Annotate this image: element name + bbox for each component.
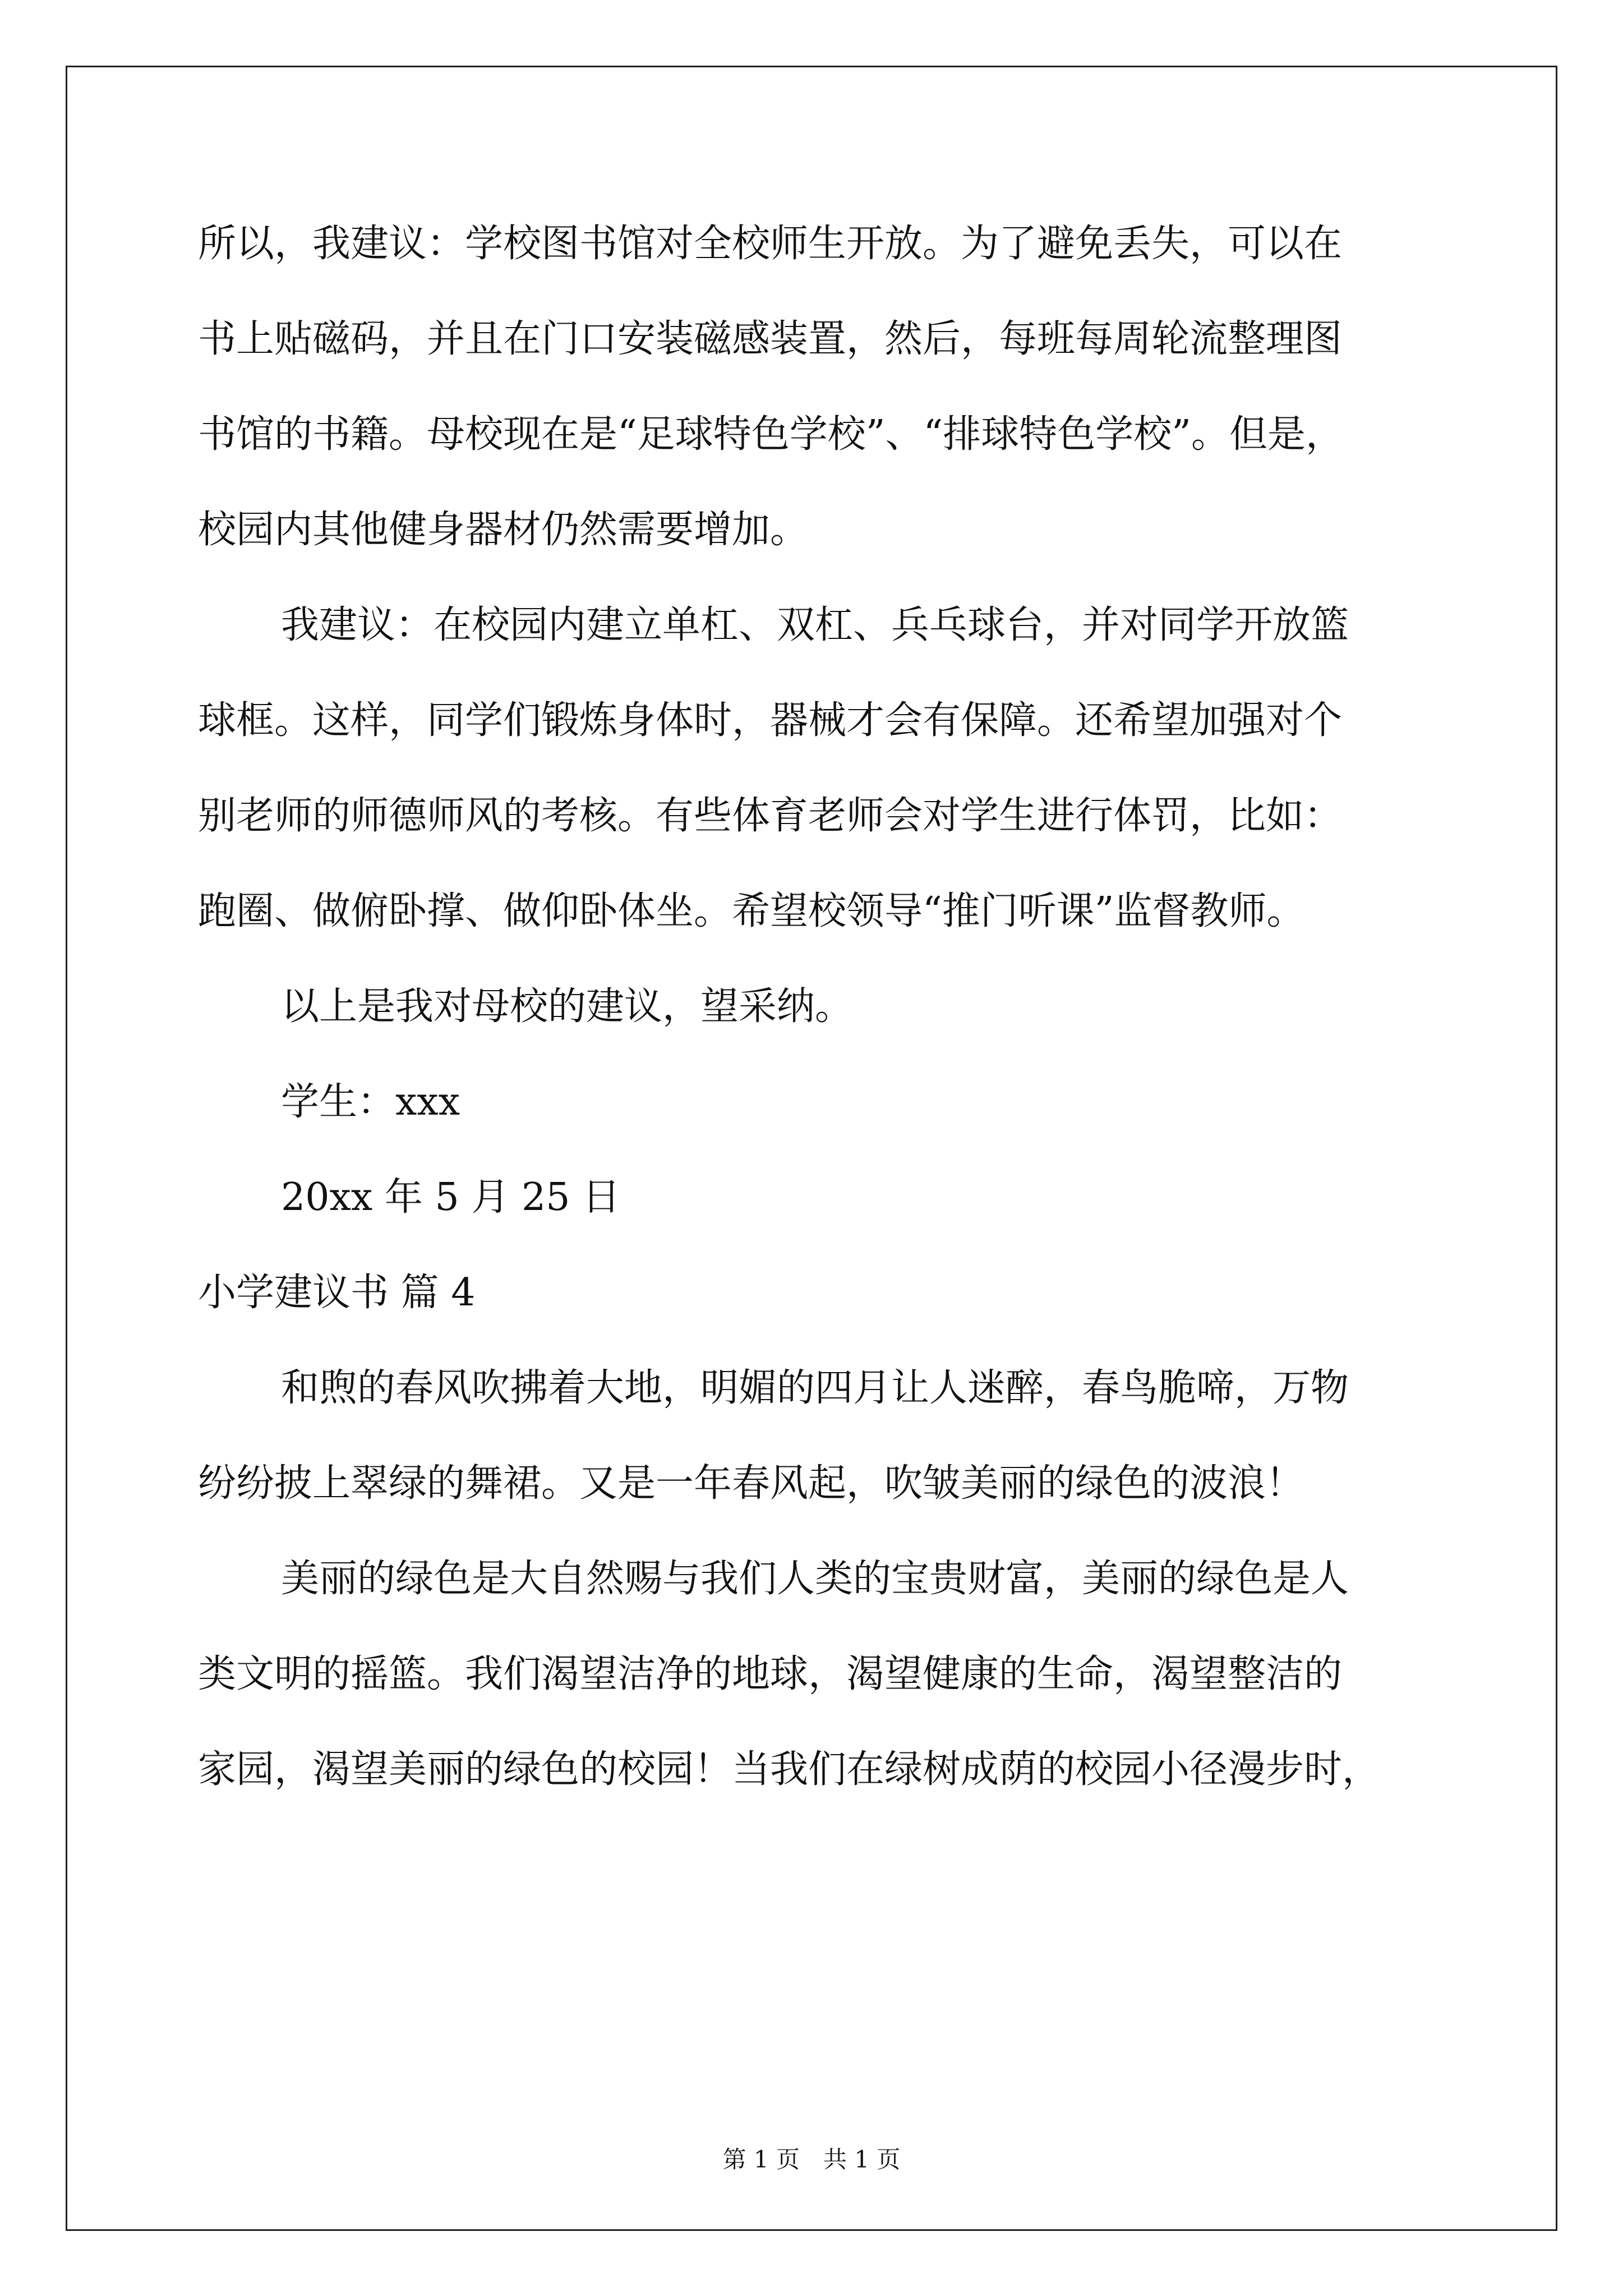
- paragraph-line: 校园内其他健身器材仍然需要增加。: [198, 508, 809, 552]
- paragraph-line: 我建议：在校园内建立单杠、双杠、兵乓球台，并对同学开放篮: [281, 603, 1349, 647]
- signature-line: 学生：xxx: [281, 1080, 460, 1124]
- paragraph-line: 所以，我建议：学校图书馆对全校师生开放。为了避免丢失，可以在: [198, 222, 1343, 266]
- paragraph-line: 美丽的绿色是大自然赐与我们人类的宝贵财富，美丽的绿色是人: [281, 1557, 1349, 1601]
- paragraph-line: 以上是我对母校的建议，望采纳。: [281, 984, 854, 1029]
- paragraph-line: 类文明的摇篮。我们渴望洁净的地球，渴望健康的生命，渴望整洁的: [198, 1652, 1343, 1696]
- paragraph-line: 纷纷披上翠绿的舞裙。又是一年春风起，吹皱美丽的绿色的波浪！: [198, 1461, 1304, 1506]
- paragraph-line: 别老师的师德师风的考核。有些体育老师会对学生进行体罚，比如：: [198, 794, 1343, 838]
- page-border: [66, 66, 1557, 2231]
- paragraph-line: 球框。这样，同学们锻炼身体时，器械才会有保障。还希望加强对个: [198, 698, 1343, 743]
- paragraph-line: 跑圈、做俯卧撑、做仰卧体坐。希望校领导“推门听课”监督教师。: [198, 889, 1305, 933]
- paragraph-line: 书馆的书籍。母校现在是“足球特色学校”、“排球特色学校”。但是，: [198, 412, 1344, 457]
- date-line: 20xx 年 5 月 25 日: [281, 1175, 621, 1220]
- page-footer: 第 1 页 共 1 页: [722, 2146, 901, 2173]
- paragraph-line: 和煦的春风吹拂着大地，明媚的四月让人迷醉，春鸟脆啼，万物: [281, 1366, 1349, 1410]
- paragraph-line: 书上贴磁码，并且在门口安装磁感装置，然后，每班每周轮流整理图: [198, 317, 1343, 361]
- section-heading: 小学建议书 篇 4: [198, 1271, 476, 1315]
- paragraph-line: 家园，渴望美丽的绿色的校园！当我们在绿树成荫的校园小径漫步时，: [198, 1747, 1381, 1792]
